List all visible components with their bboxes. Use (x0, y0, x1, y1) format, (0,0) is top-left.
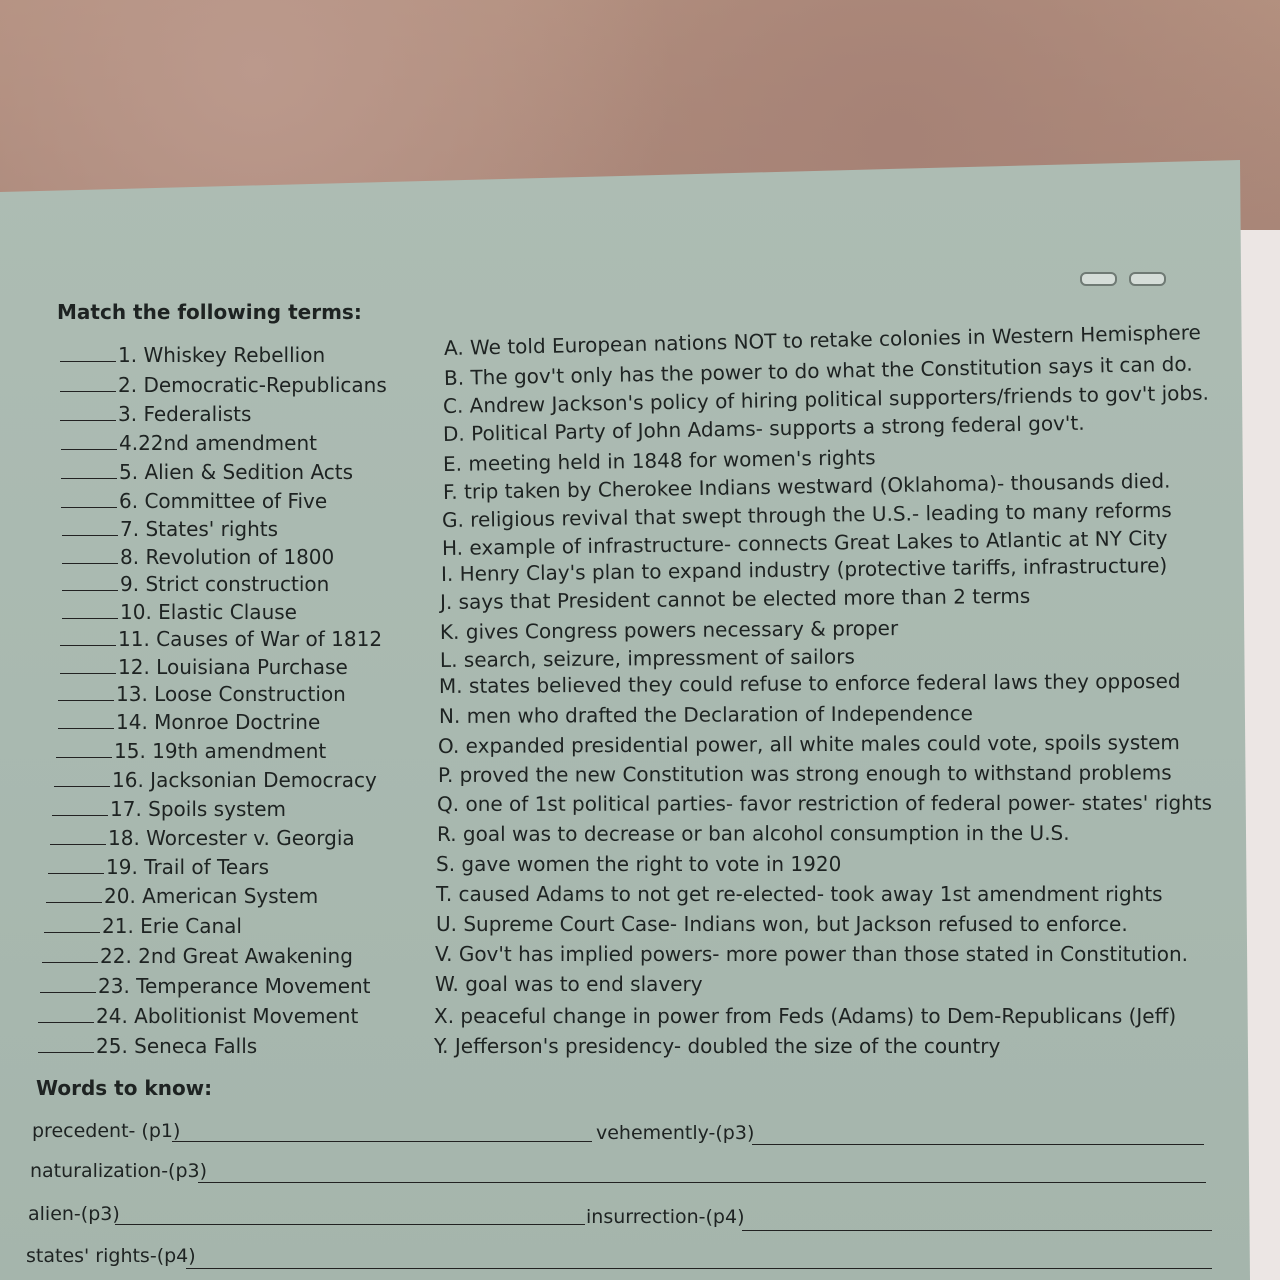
definition-item: R. goal was to decrease or ban alcohol consumption in the U.S. (436, 820, 1070, 846)
definition-item: O. expanded presidential power, all white males could vote, spoils system (437, 730, 1180, 758)
term-label: 23. Temperance Movement (98, 974, 371, 998)
word-alien: alien-(p3) (28, 1203, 120, 1225)
answer-blank[interactable] (60, 391, 116, 392)
answer-blank[interactable] (60, 420, 116, 421)
word-naturalization: naturalization-(p3) (30, 1160, 208, 1182)
term-label: 24. Abolitionist Movement (96, 1004, 359, 1028)
word-insurrection: insurrection-(p4) (586, 1206, 745, 1228)
term-item (62, 517, 278, 541)
term-label: 13. Loose Construction (116, 682, 346, 706)
answer-line-naturalization[interactable] (198, 1182, 1206, 1183)
definition-item: S. gave women the right to vote in 1920 (436, 852, 842, 876)
answer-blank[interactable] (61, 478, 117, 479)
definition-item: A. We told European nations NOT to retake colonies in Western Hemisphere (443, 320, 1202, 360)
term-label: 25. Seneca Falls (96, 1034, 258, 1058)
term-item (58, 682, 346, 706)
answer-blank[interactable] (46, 902, 102, 903)
term-item (50, 826, 355, 850)
definition-item: B. The gov't only has the power to do what the Constitution says it can do. (443, 351, 1193, 390)
term-item (62, 545, 334, 569)
term-item (60, 373, 387, 397)
term-label: 5. Alien & Sedition Acts (119, 460, 354, 484)
answer-blank[interactable] (52, 815, 108, 816)
term-label: 14. Monroe Doctrine (116, 710, 321, 734)
answer-blank[interactable] (38, 1052, 94, 1053)
staple (1080, 272, 1166, 286)
definition-item: I. Henry Clay's plan to expand industry (protective tariffs, infrastructure) (440, 553, 1168, 586)
term-label: 20. American System (104, 884, 319, 908)
term-item (62, 572, 329, 596)
word-states-rights: states' rights-(p4) (26, 1245, 196, 1267)
definition-item: X. peaceful change in power from Feds (Adams) to Dem-Republicans (Jeff) (434, 1004, 1177, 1028)
answer-blank[interactable] (60, 673, 116, 674)
answer-blank[interactable] (60, 361, 116, 362)
term-item (60, 402, 251, 426)
term-label: 17. Spoils system (110, 797, 286, 821)
term-item (42, 944, 353, 968)
answer-blank[interactable] (42, 962, 98, 963)
answer-blank[interactable] (44, 932, 100, 933)
word-precedent: precedent- (p1) (32, 1120, 181, 1142)
term-label: 11. Causes of War of 1812 (118, 627, 383, 651)
answer-blank[interactable] (62, 590, 118, 591)
term-item (60, 627, 382, 651)
term-item (60, 655, 348, 679)
term-item (48, 855, 269, 879)
term-label: 6. Committee of Five (119, 489, 328, 513)
answer-blank[interactable] (62, 618, 118, 619)
definition-item: E. meeting held in 1848 for women's rights (442, 445, 876, 476)
answer-line-states-rights[interactable] (186, 1268, 1212, 1269)
answer-blank[interactable] (61, 449, 117, 450)
answer-blank[interactable] (62, 563, 118, 564)
definition-item: F. trip taken by Cherokee Indians westward (Oklahoma)- thousands died. (442, 468, 1171, 504)
term-item (54, 768, 377, 792)
definition-item: M. states believed they could refuse to enforce federal laws they opposed (438, 668, 1181, 698)
term-item (40, 974, 371, 998)
words-heading: Words to know: (36, 1076, 213, 1100)
definition-item: Y. Jefferson's presidency- doubled the size of the country (434, 1034, 1001, 1058)
answer-blank[interactable] (58, 700, 114, 701)
definition-item: V. Gov't has implied powers- more power than those stated in Constitution. (435, 942, 1188, 966)
answer-blank[interactable] (54, 786, 110, 787)
term-label: 3. Federalists (118, 402, 252, 426)
definition-item: W. goal was to end slavery (435, 972, 703, 996)
definition-item: G. religious revival that swept through the U.S.- leading to many reforms (441, 497, 1172, 532)
answer-line-precedent[interactable] (172, 1141, 592, 1142)
answer-blank[interactable] (48, 873, 104, 874)
answer-blank[interactable] (58, 728, 114, 729)
definition-item: D. Political Party of John Adams- supports a strong federal gov't. (442, 410, 1085, 446)
term-label: 2. Democratic-Republicans (118, 373, 387, 397)
answer-line-vehemently[interactable] (752, 1144, 1204, 1145)
term-item (46, 884, 318, 908)
definition-item: P. proved the new Constitution was strong enough to withstand problems (437, 760, 1172, 787)
term-label: 4.22nd amendment (119, 431, 317, 455)
definition-item: L. search, seizure, impressment of sailors (439, 644, 855, 672)
answer-blank[interactable] (60, 645, 116, 646)
definition-item: U. Supreme Court Case- Indians won, but Jackson refused to enforce. (436, 912, 1128, 936)
term-item (38, 1004, 358, 1028)
definition-item: T. caused Adams to not get re-elected- took away 1st amendment rights (436, 882, 1163, 906)
match-heading: Match the following terms: (57, 300, 362, 324)
term-item (61, 460, 353, 484)
term-item (60, 343, 325, 367)
term-label: 8. Revolution of 1800 (120, 545, 335, 569)
answer-blank[interactable] (40, 992, 96, 993)
definition-item: N. men who drafted the Declaration of Independence (438, 701, 973, 728)
term-item (52, 797, 286, 821)
term-item (56, 739, 326, 763)
term-item (62, 600, 297, 624)
term-label: 16. Jacksonian Democracy (112, 768, 377, 792)
term-item (61, 431, 317, 455)
definition-item: C. Andrew Jackson's policy of hiring political supporters/friends to gov't jobs. (442, 380, 1210, 418)
definition-item: K. gives Congress powers necessary & proper (439, 616, 899, 644)
answer-blank[interactable] (38, 1022, 94, 1023)
answer-blank[interactable] (56, 757, 112, 758)
term-label: 7. States' rights (120, 517, 279, 541)
answer-blank[interactable] (61, 507, 117, 508)
term-label: 18. Worcester v. Georgia (108, 826, 355, 850)
word-vehemently: vehemently-(p3) (596, 1122, 755, 1144)
term-label: 19. Trail of Tears (106, 855, 270, 879)
term-label: 10. Elastic Clause (120, 600, 297, 624)
term-label: 9. Strict construction (120, 572, 330, 596)
term-label: 1. Whiskey Rebellion (118, 343, 326, 367)
answer-blank[interactable] (62, 535, 118, 536)
definition-item: H. example of infrastructure- connects Great Lakes to Atlantic at NY City (441, 525, 1168, 560)
term-label: 22. 2nd Great Awakening (100, 944, 353, 968)
term-label: 21. Erie Canal (102, 914, 242, 938)
term-item (58, 710, 320, 734)
term-item (38, 1034, 257, 1058)
definition-item: Q. one of 1st political parties- favor restriction of federal power- states' rights (436, 790, 1213, 816)
answer-line-insurrection[interactable] (742, 1230, 1212, 1231)
term-label: 15. 19th amendment (114, 739, 327, 763)
term-item (61, 489, 327, 513)
definition-item: J. says that President cannot be elected more than 2 terms (439, 583, 1031, 614)
answer-line-alien[interactable] (115, 1224, 585, 1225)
term-item (44, 914, 242, 938)
term-label: 12. Louisiana Purchase (118, 655, 348, 679)
answer-blank[interactable] (50, 844, 106, 845)
